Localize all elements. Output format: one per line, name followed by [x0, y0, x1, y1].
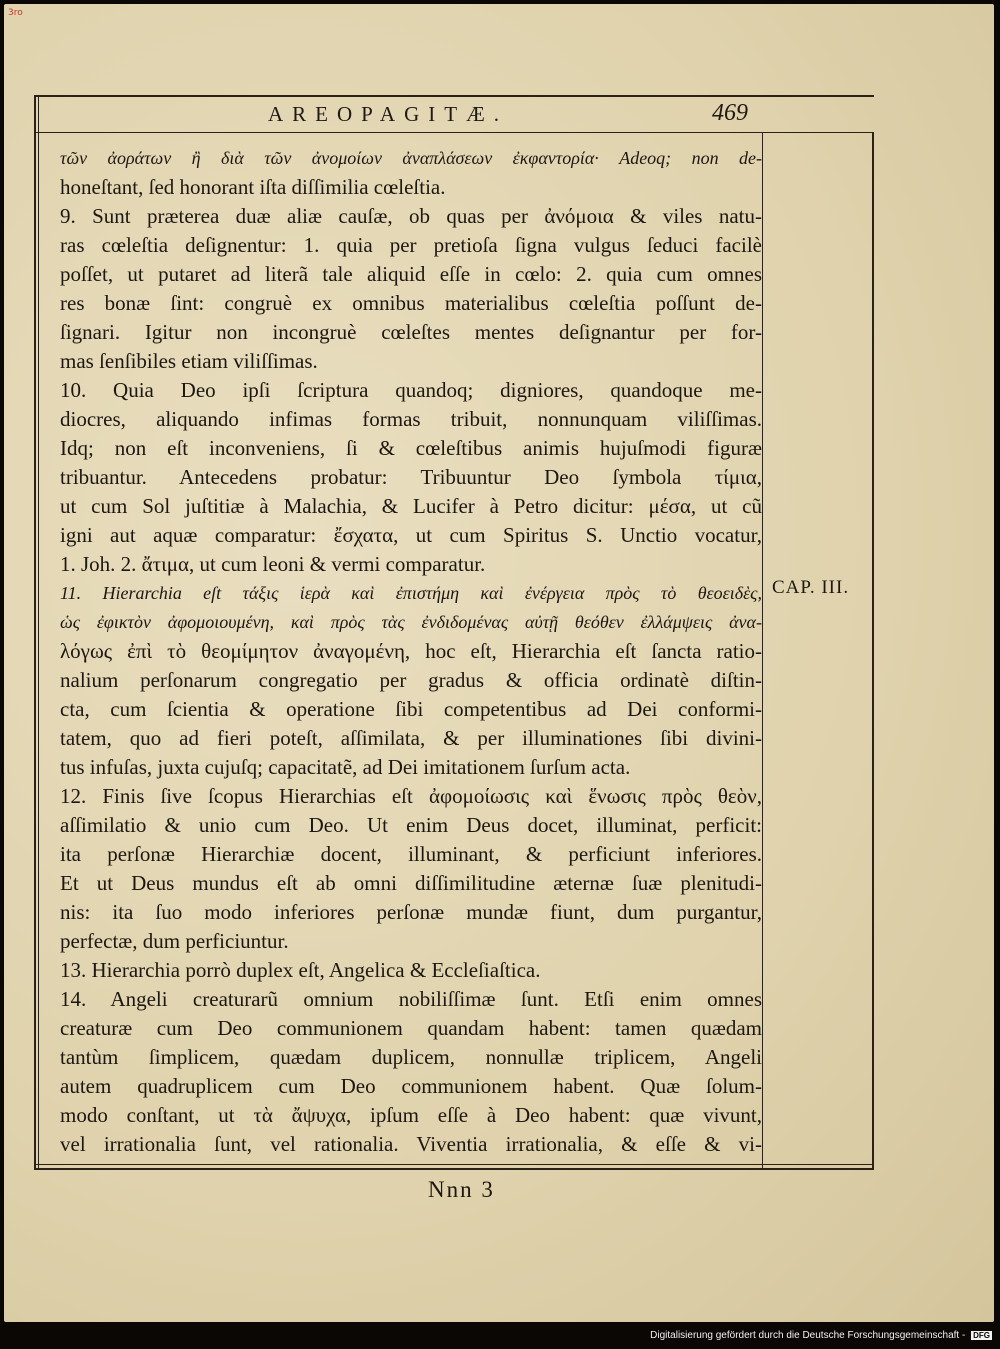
text-line: λόγως ἐπὶ τὸ θεομίμητον ἀναγομένη, hoc eſt, Hierarchia eſt ſancta ratio-: [60, 639, 762, 663]
frame-top-rule: [34, 95, 874, 97]
frame-bottom-inner-rule: [34, 1164, 874, 1165]
page-number: 469: [712, 100, 748, 126]
text-line: Et ut Deus mundus eſt ab omni diſſimilitudine æternæ ſuæ plenitudi-: [60, 871, 762, 895]
text-line: 13. Hierarchia porrò duplex eſt, Angelica & Eccleſiaſtica.: [60, 958, 541, 982]
digitization-credit: [650, 1330, 992, 1341]
text-line: mas ſenſibiles etiam viliſſimas.: [60, 349, 318, 373]
text-line: 12. Finis ſive ſcopus Hierarchias eſt ἀφομοίωσις καὶ ἕνωσις πρὸς θεὸν,: [60, 784, 762, 808]
text-line: 10. Quia Deo ipſi ſcriptura quandoq; digniores, quandoque me-: [60, 378, 762, 402]
text-line: cta, cum ſcientia & operatione ſibi competentibus ad Dei conformi-: [60, 697, 762, 721]
text-line: ſignari. Igitur non incongruè cœleſtes mentes deſignantur per for-: [60, 320, 762, 344]
text-line: tribuantur. Antecedens probatur: Tribuuntur Deo ſymbola τίμια,: [60, 465, 762, 489]
signature-mark: Nnn 3: [428, 1177, 495, 1202]
text-line: honeſtant, ſed honorant iſta diſſimilia cœleſtia.: [60, 175, 446, 199]
text-line: diocres, aliquando infimas formas tribuit, nonnunquam viliſſimas.: [60, 407, 762, 431]
frame-left-rule: [34, 95, 36, 1170]
text-line: tantùm ſimplicem, quædam duplicem, nonnullæ triplicem, Angeli: [60, 1045, 762, 1069]
text-line: 11. Hierarchia eſt τάξις ἱερὰ καὶ ἐπιστήμη καὶ ἐνέργεια πρὸς τὸ θεοειδὲς,: [60, 583, 762, 603]
margin-note-chapter: CAP. III.: [772, 577, 850, 598]
text-line: aſſimilatio & unio cum Deo. Ut enim Deus docet, illuminat, perficit:: [60, 813, 762, 837]
running-title: AREOPAGITÆ.: [268, 102, 508, 126]
text-line: 14. Angeli creaturarũ omnium nobiliſſimæ ſunt. Etſi enim omnes: [60, 987, 762, 1011]
frame-left-inner-rule: [38, 95, 39, 1170]
text-line: nis: ita ſuo modo inferiores perſonæ mundæ fiunt, dum purgantur,: [60, 900, 762, 924]
text-line: nalium perſonarum congregatio per gradus & officia ordinatè diſtin-: [60, 668, 762, 692]
text-line: vel irrationalia ſunt, vel rationalia. Viventia irrationalia, & eſſe & vi-: [60, 1132, 762, 1156]
corner-mark: 3ro: [8, 8, 23, 18]
body-text: [60, 144, 762, 1159]
text-line: res bonæ ſint: congruè ex omnibus materialibus cœleſtia poſſunt de-: [60, 291, 762, 315]
text-line: 9. Sunt præterea duæ aliæ cauſæ, ob quas per ἀνόμοια & viles natu-: [60, 204, 762, 228]
text-line: Idq; non eſt inconveniens, ſi & cœleſtibus animis hujuſmodi figuræ: [60, 436, 762, 460]
text-line: tus infuſas, juxta cujuſq; capacitatẽ, ad Dei imitationem ſurſum acta.: [60, 755, 631, 779]
text-line: ras cœleſtia deſignentur: 1. quia per pretioſa ſigna vulgus ſeduci facilè: [60, 233, 762, 257]
text-line: tatem, quo ad fieri poteſt, aſſimilata, & per illuminationes ſibi divini-: [60, 726, 762, 750]
text-line: igni aut aquæ comparatur: ἔσχατα, ut cum Spiritus S. Unctio vocatur,: [60, 523, 762, 547]
text-line: autem quadruplicem cum Deo communionem habent. Quæ ſolum-: [60, 1074, 762, 1098]
frame-bottom-rule: [34, 1168, 874, 1170]
dfg-logo: DFG: [973, 1331, 990, 1340]
frame-margin-rule: [762, 132, 763, 1168]
text-line: 1. Joh. 2. ἄτιμα, ut cum leoni & vermi comparatur.: [60, 552, 486, 576]
text-line: creaturæ cum Deo communionem quandam habent: tamen quædam: [60, 1016, 762, 1040]
text-line: poſſet, ut putaret ad literã tale aliquid eſſe in cœlo: 2. quia cum omnes: [60, 262, 762, 286]
text-line: ita perſonæ Hierarchiæ docent, illuminant, & perficiunt inferiores.: [60, 842, 762, 866]
frame-right-rule: [872, 132, 874, 1168]
text-line: perfectæ, dum perficiuntur.: [60, 929, 289, 953]
text-line: modo conſtant, ut τὰ ἄψυχα, ipſum eſſe à Deo habent: quæ vivunt,: [60, 1103, 762, 1127]
credit-text: Digitalisierung gefördert durch die Deutsche Forschungsgemeinschaft -: [650, 1330, 966, 1341]
text-line: ut cum Sol juſtitiæ à Malachia, & Lucifer à Petro dicitur: μέσα, ut cũ: [60, 494, 762, 518]
text-line: ὡς ἐφικτὸν ἀφομοιουμένη, καὶ πρὸς τὰς ἐνδιδομένας αὐτῇ θεόθεν ἐλλάμψεις ἀνα-: [60, 612, 762, 632]
frame-header-rule: [34, 132, 874, 133]
text-line: τῶν ἀοράτων ἢ διὰ τῶν ἀνομοίων ἀναπλάσεων ἐκφαντορία· Adeoq; non de-: [60, 148, 762, 168]
